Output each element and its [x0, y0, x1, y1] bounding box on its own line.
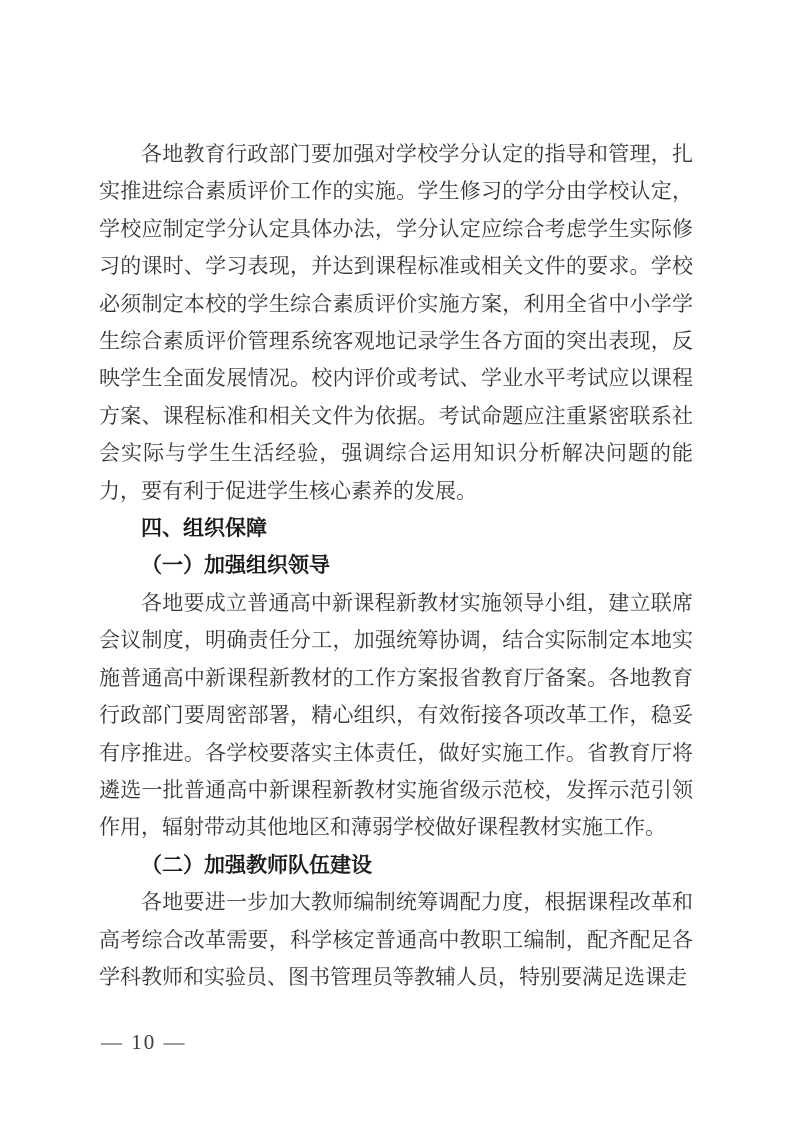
paragraph-teacher-staffing: 各地要进一步加大教师编制统筹调配力度，根据课程改革和高考综合改革需要，科学核定普通高中教职工编制，配齐配足各学科教师和实验员、图书管理员等教辅人员，特别要满足选课走: [99, 890, 693, 989]
subsection-heading-strengthen-teacher-workforce: （二）加强教师队伍建设: [141, 853, 372, 877]
paragraph-org-leadership: 各地要成立普通高中新课程新教材实施领导小组，建立联席会议制度，明确责任分工，加强统筹协调，结合实际制定本地实施普通高中新课程新教材的工作方案报省教育厅备案。各地教育行政部门要周密部署，精心组织，有效衔接各项改革工作，稳妥有序推进。各学校要落实主体责任，做好实施工作。省教育厅将遴选一批普通高中新课程新教材实施省级示范校，发挥示范引领作用，辐射带动其他地区和薄弱学校做好课程教材实施工作。: [99, 590, 693, 840]
document-body: [99, 136, 693, 996]
subsection-heading-strengthen-org-leadership: （一）加强组织领导: [141, 554, 330, 578]
page-number: — 10 —: [101, 1030, 187, 1054]
paragraph-credit-recognition-and-evaluation: 各地教育行政部门要加强对学校学分认定的指导和管理，扎实推进综合素质评价工作的实施。学生修习的学分由学校认定，学校应制定学分认定具体办法，学分认定应综合考虑学生实际修习的课时、学习表现，并达到课程标准或相关文件的要求。学校必须制定本校的学生综合素质评价实施方案，利用全省中小学学生综合素质评价管理系统客观地记录学生各方面的突出表现，反映学生全面发展情况。校内评价或考试、学业水平考试应以课程方案、课程标准和相关文件为依据。考试命题应注重紧密联系社会实际与学生生活经验，强调综合运用知识分析解决问题的能力，要有利于促进学生核心素养的发展。: [99, 142, 693, 503]
section-heading-organizational-safeguards: 四、组织保障: [141, 517, 267, 541]
